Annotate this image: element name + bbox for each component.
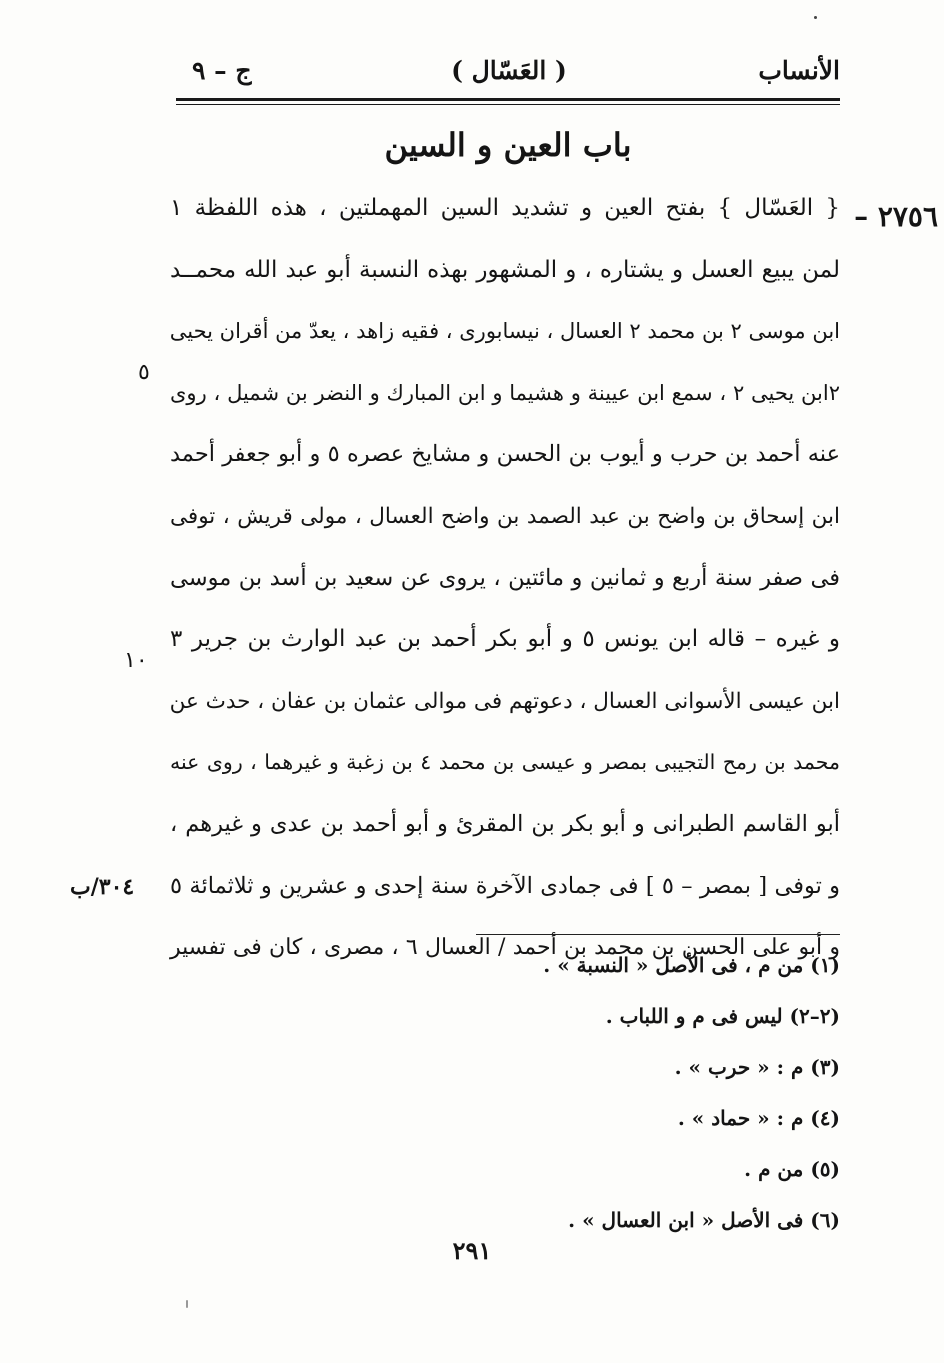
folio-reference: ٣٠٤/ب	[70, 874, 135, 900]
entry-text	[170, 178, 840, 979]
footnote: (٥) من م .	[744, 1157, 840, 1181]
text-line: { العَسّال } بفتح العين و تشديد السين المهملتين ، هذه اللفظة ١	[170, 195, 840, 221]
footnote: (٦) فى الأصل « ابن العسال » .	[568, 1208, 840, 1232]
text-line: عنه أحمد بن حرب و أيوب بن الحسن و مشايخ عصره ٥ و أبو جعفر أحمد	[170, 441, 841, 468]
scan-speck	[814, 16, 817, 19]
footnote: (١) من م ، فى الأصل « النسبة » .	[543, 953, 840, 977]
footnotes	[420, 943, 840, 1249]
header-rule-thick	[176, 98, 840, 101]
footnote: (٢–٢) ليس فى م و اللباب .	[605, 1004, 840, 1028]
text-line: ابن عيسى الأسوانى العسال ، دعوتهم فى موالى عثمان بن عفان ، حدث عن	[169, 688, 840, 714]
footnote: (٤) م : « حماد » .	[677, 1106, 840, 1130]
footnote-separator	[476, 934, 840, 935]
text-line: لمن يبيع العسل و يشتاره ، و المشهور بهذه النسبة أبو عبد الله محمــد	[170, 256, 840, 283]
text-line: و غيره – قاله ابن يونس ٥ و أبو بكر أحمد بن عبد الوارث بن جرير ٣	[170, 626, 840, 653]
text-line: و توفى [ بمصر – ٥ ] فى جمادى الآخرة سنة إحدى و عشرين و ثلاثمائة ٥	[170, 872, 841, 899]
header-section-title: ( العَسّال )	[451, 56, 567, 85]
running-header	[178, 52, 840, 96]
page-number: ٢٩١	[452, 1236, 492, 1265]
entry-number: ٢٧٥٦ –	[854, 200, 938, 233]
line-number-10: ١٠	[124, 648, 148, 673]
text-line: فى صفر سنة أربع و ثمانين و مائتين ، يروى عن سعيد بن أسد بن موسى	[170, 564, 840, 591]
line-number-5: ٥	[138, 360, 150, 385]
scan-speck	[186, 1300, 188, 1308]
footnote: (٣) م : « حرب » .	[674, 1055, 840, 1079]
text-line: أبو القاسم الطبرانى و أبو بكر بن المقرئ و أبو أحمد بن عدى و غيرهم ،	[170, 810, 840, 837]
header-rule-thin	[176, 104, 840, 105]
text-line: محمد بن رمح التجيبى بمصر و عيسى بن محمد ٤ بن زغبة و غيرهما ، روى عنه	[170, 750, 840, 775]
header-volume: ج – ٩	[192, 56, 252, 85]
header-book-title: الأنساب	[758, 56, 840, 85]
text-line: و أبو على الحسن بن محمد بن أحمد / العسال ٦ ، مصرى ، كان فى تفسير	[170, 935, 840, 961]
text-line: ابن إسحاق بن واضح بن عبد الصمد بن واضح العسال ، مولى قريش ، توفى	[170, 503, 840, 529]
text-line: ٢ابن يحيى ٢ ، سمع ابن عيينة و هشيما و ابن المبارك و النضر بن شميل ، روى	[170, 380, 840, 405]
text-line: ابن موسى ٢ بن محمد ٢ العسال ، نيسابورى ، فقيه زاهد ، يعدّ من أقران يحيى	[169, 319, 840, 344]
chapter-title: باب العين و السين	[384, 126, 632, 164]
